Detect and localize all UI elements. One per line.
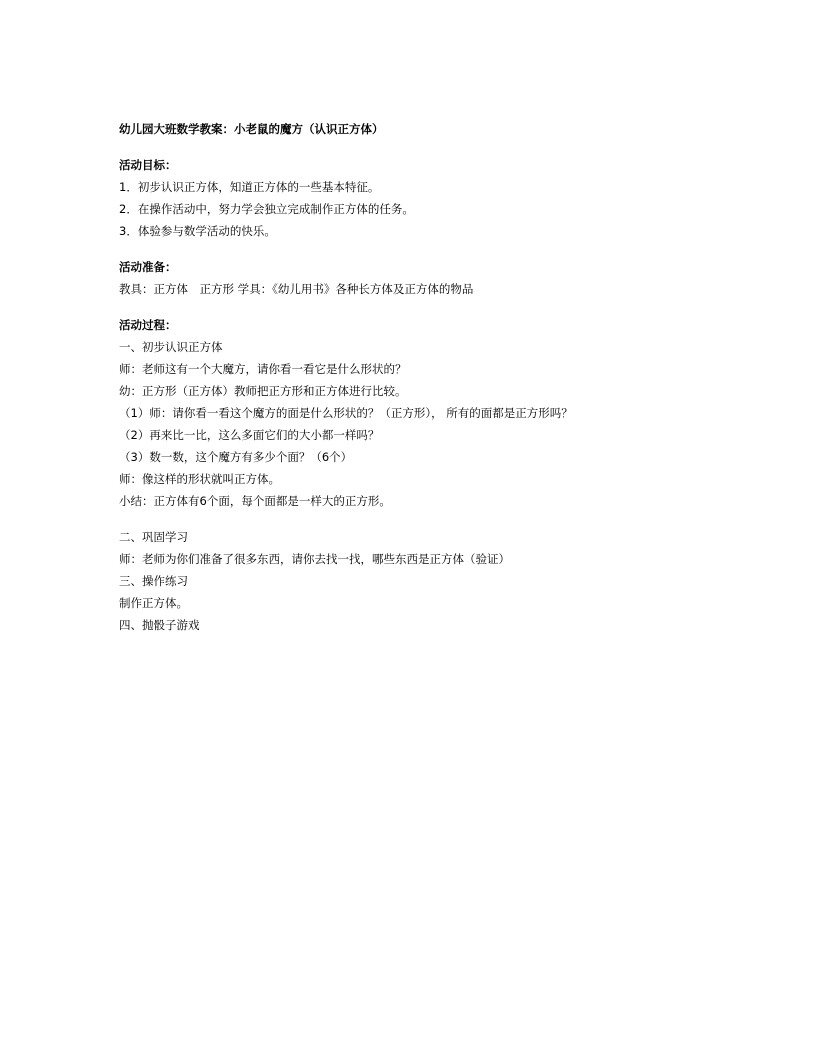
process-line: 制作正方体。 [119, 596, 188, 610]
process-line: 一、初步认识正方体 [119, 340, 223, 354]
document-title: 幼儿园大班数学教案：小老鼠的魔方（认识正方体） [119, 122, 384, 136]
goal-item: 2．在操作活动中，努力学会独立完成制作正方体的任务。 [119, 202, 414, 216]
process-line: （3）数一数，这个魔方有多少个面？（6个） [119, 450, 353, 464]
process-part1 [119, 336, 739, 512]
preparation-text: 教具：正方体 正方形 学具：《幼儿用书》各种长方体及正方体的物品 [119, 282, 474, 296]
goals-heading: 活动目标： [119, 158, 177, 172]
process-line: 师：像这样的形状就叫正方体。 [119, 472, 280, 486]
process-line: 二、巩固学习 [119, 530, 188, 544]
preparation-section [119, 256, 739, 300]
goal-item: 1．初步认识正方体，知道正方体的一些基本特征。 [119, 180, 380, 194]
document-page [119, 118, 739, 636]
process-line: 三、操作练习 [119, 574, 188, 588]
process-line: 幼：正方形（正方体）教师把正方形和正方体进行比较。 [119, 384, 407, 398]
process-heading: 活动过程： [119, 318, 177, 332]
process-line: 四、抛骰子游戏 [119, 618, 200, 632]
goals-section [119, 154, 739, 242]
process-section [119, 314, 739, 636]
process-line: 师：老师为你们准备了很多东西，请你去找一找，哪些东西是正方体（验证） [119, 552, 510, 566]
goal-item: 3．体验参与数学活动的快乐。 [119, 224, 276, 238]
process-line: 师：老师这有一个大魔方，请你看一看它是什么形状的？ [119, 362, 407, 376]
process-line: （2）再来比一比，这么多面它们的大小都一样吗？ [119, 428, 380, 442]
process-line: （1）师：请你看一看这个魔方的面是什么形状的？（正方形）， 所有的面都是正方形吗？ [119, 406, 573, 420]
process-part2 [119, 526, 739, 636]
preparation-heading: 活动准备： [119, 260, 177, 274]
process-line: 小结：正方体有6个面，每个面都是一样大的正方形。 [119, 494, 391, 508]
